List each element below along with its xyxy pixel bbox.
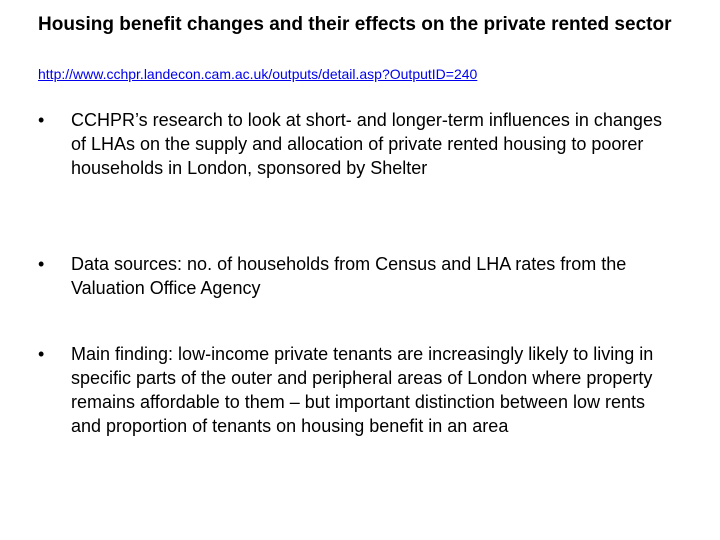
- bullet-icon: •: [38, 344, 45, 364]
- bullet-text: Main finding: low-income private tenants are increasingly likely to living in specific parts of the outer and peripheral areas of London where property remains affordable to them – but important distinction between low rents and proportion of tenants on housing benefit in an area: [71, 344, 654, 436]
- source-link[interactable]: http://www.cchpr.landecon.cam.ac.uk/outputs/detail.asp?OutputID=240: [38, 66, 478, 82]
- bullet-icon: •: [38, 254, 45, 274]
- bullet-item-research: [38, 108, 678, 180]
- bullet-icon: •: [38, 110, 45, 130]
- bullet-text: Data sources: no. of households from Census and LHA rates from the Valuation Office Agency: [71, 254, 627, 298]
- bullet-text: CCHPR’s research to look at short- and longer-term influences in changes of LHAs on the supply and allocation of private rented housing to poorer households in London, sponsored by Shelter: [71, 110, 662, 178]
- bullet-item-data-sources: [38, 252, 678, 300]
- bullet-item-main-finding: [38, 342, 678, 438]
- slide-title: Housing benefit changes and their effects on the private rented sector: [38, 14, 672, 35]
